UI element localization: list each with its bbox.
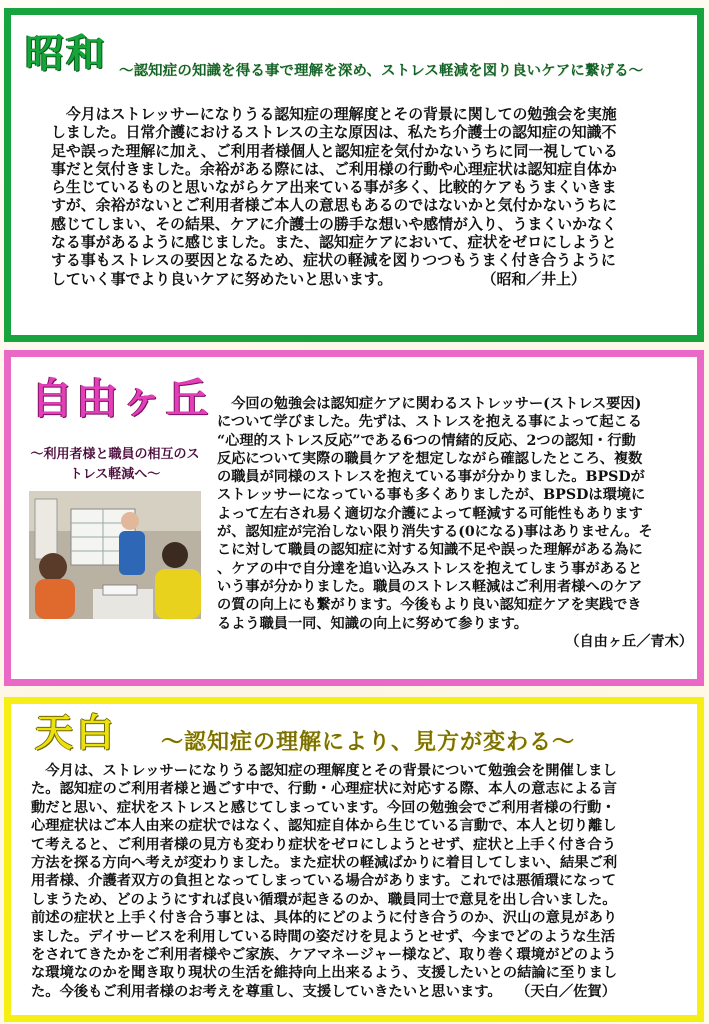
body-line: た。今後もご利用者様のお考えを尊重し、支援していきたいと思います。 （天白／佐賀） (31, 983, 617, 1000)
section-body (31, 762, 695, 1001)
body-line: 事だと気付きました。余裕がある際には、ご利用様の行動や心理症状は認知症自体か (51, 159, 617, 178)
body-line: よって左右され易く適切な介護によって軽減する可能性もあります (217, 505, 643, 522)
section-subtitle: ～認知症の知識を得る事で理解を深め、ストレス軽減を図り良いケアに繋げる～ (119, 62, 644, 79)
tenpaku-section (4, 697, 704, 1022)
body-line: 動だと思い、症状をストレスと感じてしまっています。今回の勉強会でご利用者様の行動・ (31, 799, 616, 816)
body-line: 足や誤った理解に加え、ご利用者様個人と認知症を気付かないうちに同一視している (51, 141, 618, 160)
body-line: しまうため、どのようにすれば良い循環が起きるのか、職員同士で意見を出し合いました。 (31, 891, 617, 908)
body-line: の質の向上にも繋がります。今後もより良い認知症ケアを実践でき (217, 597, 642, 614)
body-line: いう事が分かりました。職員のストレス軽減はご利用者様へのケア (217, 578, 643, 595)
body-line: 心理症状はご本人由来の症状ではなく、認知症自体から生じている言動で、本人と切り離し (31, 818, 617, 835)
body-line: する事もストレスの要因となるため、症状の軽減を図りつつもうまく付き合うように (51, 251, 616, 270)
body-line: について学びました。先ずは、ストレスを抱える事によって起こる (217, 414, 642, 431)
body-line: していく事でより良いケアに努めたいと思います。 （昭和／井上） (51, 269, 586, 288)
body-line: た。認知症のご利用者様と過ごす中で、行動・心理症状に対応する際、本人の意志による言 (31, 781, 617, 798)
body-line: 、ケアの中で自分達を追い込みストレスを抱えてしまう事があると (217, 560, 643, 577)
section-subtitle: ～利用者様と職員の相互のストレス軽減へ～ (30, 447, 200, 482)
showa-section (4, 8, 704, 342)
body-line: なる事があるように感じました。また、認知症ケアにおいて、症状をゼロにしようと (51, 233, 617, 252)
body-line: をされてきたかをご利用者様やご家族、ケアマネージャー様など、取り巻く環境がどのよう (31, 947, 617, 964)
body-line: ました。デイサービスを利用している時間の姿だけを見ようとせず、今までどのような生活 (31, 928, 616, 945)
body-line: 今回の勉強会は認知症ケアに関わるストレッサー(ストレス要因) (217, 396, 642, 412)
body-line: “心理的ストレス反応”である6つの情緒的反応、2つの認知・行動 (217, 432, 636, 449)
body-line: こに対して職員の認知症に対する知識不足や誤った理解がある為に (217, 542, 643, 559)
body-line: 反応について実際の職員ケアを想定しながら確認したところ、複数 (217, 450, 643, 467)
body-line: ストレッサーになっている事も多くありましたが、BPSDは環境に (217, 487, 646, 504)
body-line: 感じてしまい、その結果、ケアに介護士の勝手な想いや感情が入り、うまくいかなく (51, 214, 617, 233)
section-body (217, 395, 693, 651)
section-title: 天白 (35, 710, 118, 755)
body-line: な環境なのかを聞き取り現状の生活を維持向上出来るよう、支援したいとの結論に至りまし (31, 965, 618, 982)
section-subtitle: ～認知症の理解により、見方が変わる～ (161, 729, 576, 755)
body-line: るよう職員一同、知識の向上に努めて参ります。 (217, 615, 528, 632)
staff-study-photo (29, 491, 201, 619)
body-line: 今月は、ストレッサーになりうる認知症の理解度とその背景について勉強会を開催しまし (31, 763, 617, 779)
body-line: 方法を探る方向へ考えが変わりました。また症状の軽減ばかりに着目してしまい、結果ご利 (31, 855, 618, 872)
body-line: て考えると、ご利用者様の見方も変わり症状をゼロにしようとせず、症状と上手く付き合う (31, 836, 617, 853)
body-line: ら生じているものと思いながらケア出来ている事が多く、比較的ケアもうまくいきま (51, 178, 617, 197)
jiyugaoka-section (4, 350, 704, 686)
section-body (51, 105, 671, 288)
body-line: しました。日常介護におけるストレスの主な原因は、私たち介護士の認知症の知識不 (51, 123, 617, 142)
body-line: 今月はストレッサーになりうる認知症の理解度とその背景に関しての勉強会を実施 (51, 105, 617, 123)
body-line: 前述の症状と上手く付き合う事とは、具体的にどのように付き合うのか、沢山の意見があり (31, 910, 618, 927)
body-line: 用者様、介護者双方の負担となってしまっている場合があります。これでは悪循環になって (31, 873, 617, 890)
section-title: 自由ヶ丘 (31, 374, 212, 423)
body-line: すが、余裕がないとご利用者様ご本人の意思もあるのではないかと気付かないうちに (51, 196, 617, 215)
body-line: の職員が同様のストレスを抱えている事が分かりました。BPSDが (217, 469, 645, 486)
signature: （自由ヶ丘／青木） (565, 633, 693, 650)
body-line: が、認知症が完治しない限り消失する(0になる)事はありません。そ (217, 524, 653, 541)
section-title: 昭和 (25, 31, 108, 77)
